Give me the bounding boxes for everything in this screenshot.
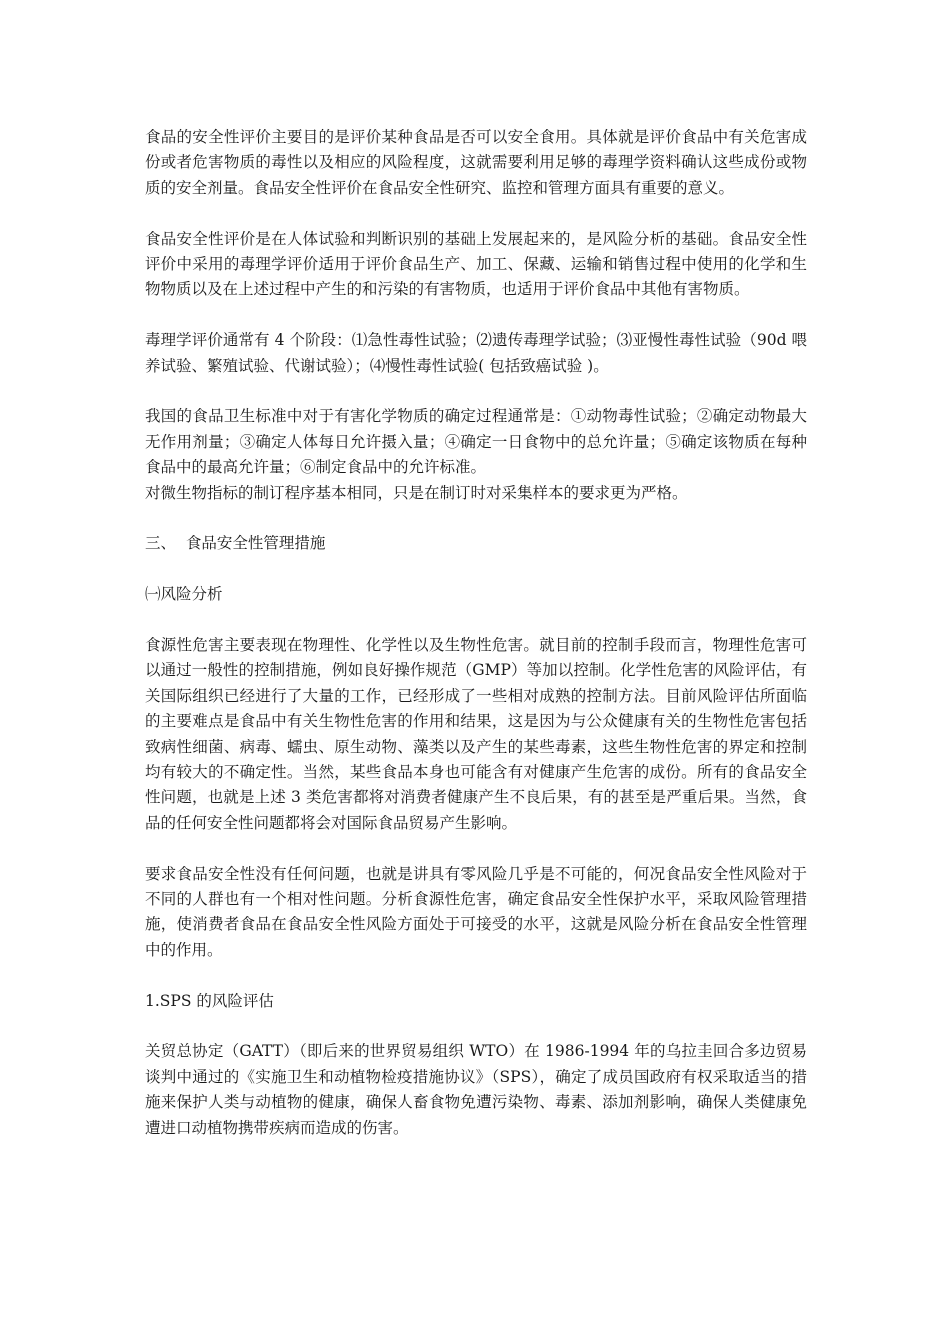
document-page: [145, 125, 807, 1141]
paragraph-gatt-sps: 关贸总协定（GATT）（即后来的世界贸易组织 WTO）在 1986-1994 年的乌拉圭回合多边贸易谈判中通过的《实施卫生和动植物检疫措施协议》（SPS），确定了成员国政府有权采取适当的措施来保护人类与动植物的健康，确保人畜食物免遭污染物、毒素、添加剂影响，确保人类健康免遭进口动植物携带疾病而造成的伤害。: [145, 1042, 807, 1137]
paragraph-toxicology-stages: 毒理学评价通常有 4 个阶段：⑴急性毒性试验；⑵遗传毒理学试验；⑶亚慢性毒性试验（90d 喂养试验、繁殖试验、代谢试验）；⑷慢性毒性试验( 包括致癌试验 )。: [145, 331, 807, 375]
subsection-heading-sps-risk-assessment: 1.SPS 的风险评估: [145, 991, 274, 1010]
paragraph-chemical-standard-process: 我国的食品卫生标准中对于有害化学物质的确定过程通常是：①动物毒性试验；②确定动物最大无作用剂量；③确定人体每日允许摄入量；④确定一日食物中的总允许量；⑤确定该物质在每种食品中的最高允许量；⑥制定食品中的允许标准。: [145, 407, 807, 477]
paragraph-safety-evaluation-basis: 食品安全性评价是在人体试验和判断识别的基础上发展起来的，是风险分析的基础。食品安全性评价中采用的毒理学评价适用于评价食品生产、加工、保藏、运输和销售过程中使用的化学和生物物质以及在上述过程中产生的和污染的有害物质，也适用于评价食品中其他有害物质。: [145, 229, 807, 299]
paragraph-zero-risk: 要求食品安全性没有任何问题，也就是讲具有零风险几乎是不可能的，何况食品安全性风险对于不同的人群也有一个相对性问题。分析食源性危害，确定食品安全性保护水平，采取风险管理措施，使消费者食品在食品安全性风险方面处于可接受的水平，这就是风险分析在食品安全性管理中的作用。: [145, 864, 807, 959]
paragraph-microbial-standard: 对微生物指标的制订程序基本相同，只是在制订时对采集样本的要求更为严格。: [145, 483, 688, 502]
subsection-heading-risk-analysis: ㈠风险分析: [145, 585, 223, 604]
paragraph-foodborne-hazards: 食源性危害主要表现在物理性、化学性以及生物性危害。就目前的控制手段而言，物理性危害可以通过一般性的控制措施，例如良好操作规范（GMP）等加以控制。化学性危害的风险评估，有关国际组织已经进行了大量的工作，已经形成了一些相对成熟的控制方法。目前风险评估所面临的主要难点是食品中有关生物性危害的作用和结果，这是因为与公众健康有关的生物性危害包括致病性细菌、病毒、蠕虫、原生动物、藻类以及产生的某些毒素，这些生物性危害的界定和控制均有较大的不确定性。当然，某些食品本身也可能含有对健康产生危害的成份。所有的食品安全性问题，也就是上述 3 类危害都将对消费者健康产生不良后果，有的甚至是严重后果。当然，食品的任何安全性问题都将会对国际食品贸易产生影响。: [145, 636, 807, 832]
section-heading-management-measures: 三、 食品安全性管理措施: [145, 534, 326, 553]
paragraph-safety-evaluation-purpose: 食品的安全性评价主要目的是评价某种食品是否可以安全食用。具体就是评价食品中有关危害成份或者危害物质的毒性以及相应的风险程度，这就需要利用足够的毒理学资料确认这些成份或物质的安全剂量。食品安全性评价在食品安全性研究、监控和管理方面具有重要的意义。: [145, 128, 807, 197]
